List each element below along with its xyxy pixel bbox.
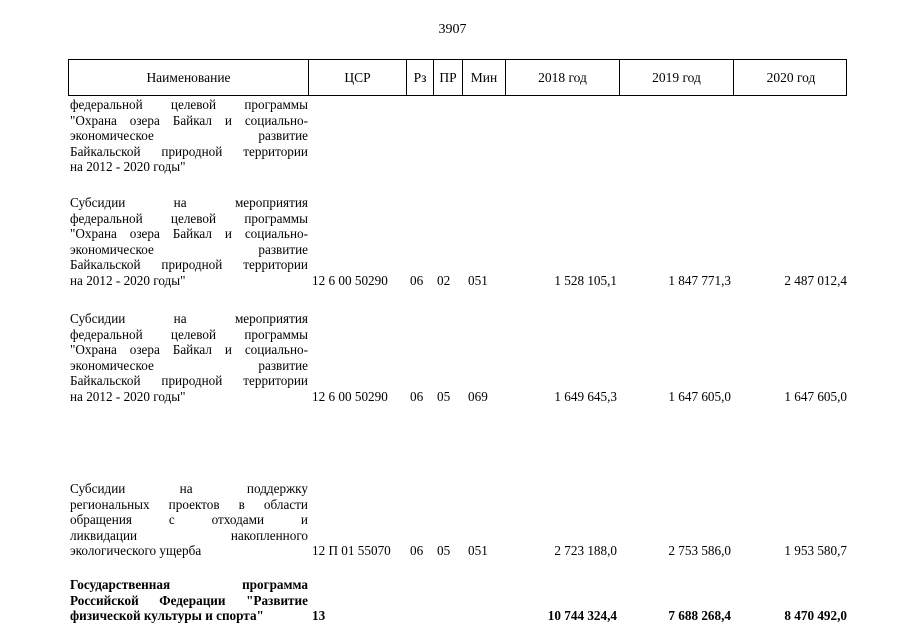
cell-2019: 2 753 586,0 [668, 543, 731, 558]
name-line: на 2012 - 2020 годы" [70, 272, 186, 288]
header-2018: 2018 год [506, 60, 620, 95]
cell-2019: 1 647 605,0 [668, 388, 731, 404]
header-pr: ПР [434, 60, 463, 95]
table-row [68, 195, 848, 288]
cell-2018: 10 744 324,4 [547, 608, 617, 623]
cell-2018: 2 723 188,0 [554, 543, 617, 558]
name-line: Байкальской природной территории [70, 143, 308, 159]
name-line: Байкальской природной территории [70, 373, 308, 388]
cell-csr: 12 6 00 50290 [312, 388, 388, 404]
cell-2018: 1 528 105,1 [554, 272, 617, 288]
name-line: ликвидации накопленного [70, 527, 308, 543]
cell-2019: 1 847 771,3 [668, 272, 731, 288]
cell-2020: 1 953 580,7 [784, 543, 847, 558]
cell-rz: 06 [410, 388, 424, 404]
cell-pr: 02 [437, 272, 451, 288]
name-line: федеральной целевой программы [70, 97, 308, 112]
cell-min: 051 [468, 543, 488, 558]
name-line: обращения с отходами и [70, 512, 308, 527]
cell-csr: 12 6 00 50290 [312, 272, 388, 288]
name-line: Субсидии на поддержку [70, 481, 308, 496]
name-line: федеральной целевой программы [70, 210, 308, 226]
table-header [68, 59, 847, 96]
cell-name [70, 481, 308, 559]
cell-2020: 8 470 492,0 [784, 608, 847, 623]
cell-csr: 13 [312, 608, 326, 623]
header-min: Мин [463, 60, 506, 95]
name-line: экологического ущерба [70, 543, 202, 558]
name-line: Субсидии на мероприятия [70, 311, 308, 326]
cell-name [70, 195, 308, 288]
header-name: Наименование [69, 60, 309, 95]
header-2019: 2019 год [620, 60, 734, 95]
name-line: Российской Федерации "Развитие [70, 592, 308, 608]
name-line: экономическое развитие [70, 357, 308, 373]
cell-2019: 7 688 268,4 [668, 608, 731, 623]
cell-rz: 06 [410, 543, 424, 558]
header-rz: Рз [407, 60, 434, 95]
name-line: на 2012 - 2020 годы" [70, 159, 186, 174]
name-line: физической культуры и спорта" [70, 608, 264, 623]
cell-2018: 1 649 645,3 [554, 388, 617, 404]
name-line: региональных проектов в области [70, 496, 308, 512]
header-2020: 2020 год [766, 70, 816, 85]
name-line: "Охрана озера Байкал и социально- [70, 226, 308, 241]
header-csr: ЦСР [309, 60, 407, 95]
name-line: Байкальской природной территории [70, 257, 308, 272]
cell-name [70, 311, 308, 404]
name-line: экономическое развитие [70, 128, 308, 143]
cell-csr: 12 П 01 55070 [312, 543, 391, 558]
cell-name [70, 577, 308, 624]
table-row [68, 577, 848, 624]
table-row [68, 481, 848, 559]
table-row [68, 311, 848, 404]
name-line: Государственная программа [70, 577, 308, 592]
cell-name [70, 97, 308, 175]
name-line: на 2012 - 2020 годы" [70, 388, 186, 404]
name-line: "Охрана озера Байкал и социально- [70, 112, 308, 128]
cell-pr: 05 [437, 543, 451, 558]
cell-min: 051 [468, 272, 488, 288]
name-line: Субсидии на мероприятия [70, 195, 308, 210]
cell-2020: 1 647 605,0 [784, 388, 847, 404]
cell-min: 069 [468, 388, 488, 404]
table-row [68, 97, 848, 175]
name-line: экономическое развитие [70, 241, 308, 257]
name-line: федеральной целевой программы [70, 326, 308, 342]
page-number: 3907 [438, 22, 467, 37]
cell-pr: 05 [437, 388, 451, 404]
cell-rz: 06 [410, 272, 424, 288]
cell-2020: 2 487 012,4 [784, 272, 847, 288]
name-line: "Охрана озера Байкал и социально- [70, 342, 308, 357]
